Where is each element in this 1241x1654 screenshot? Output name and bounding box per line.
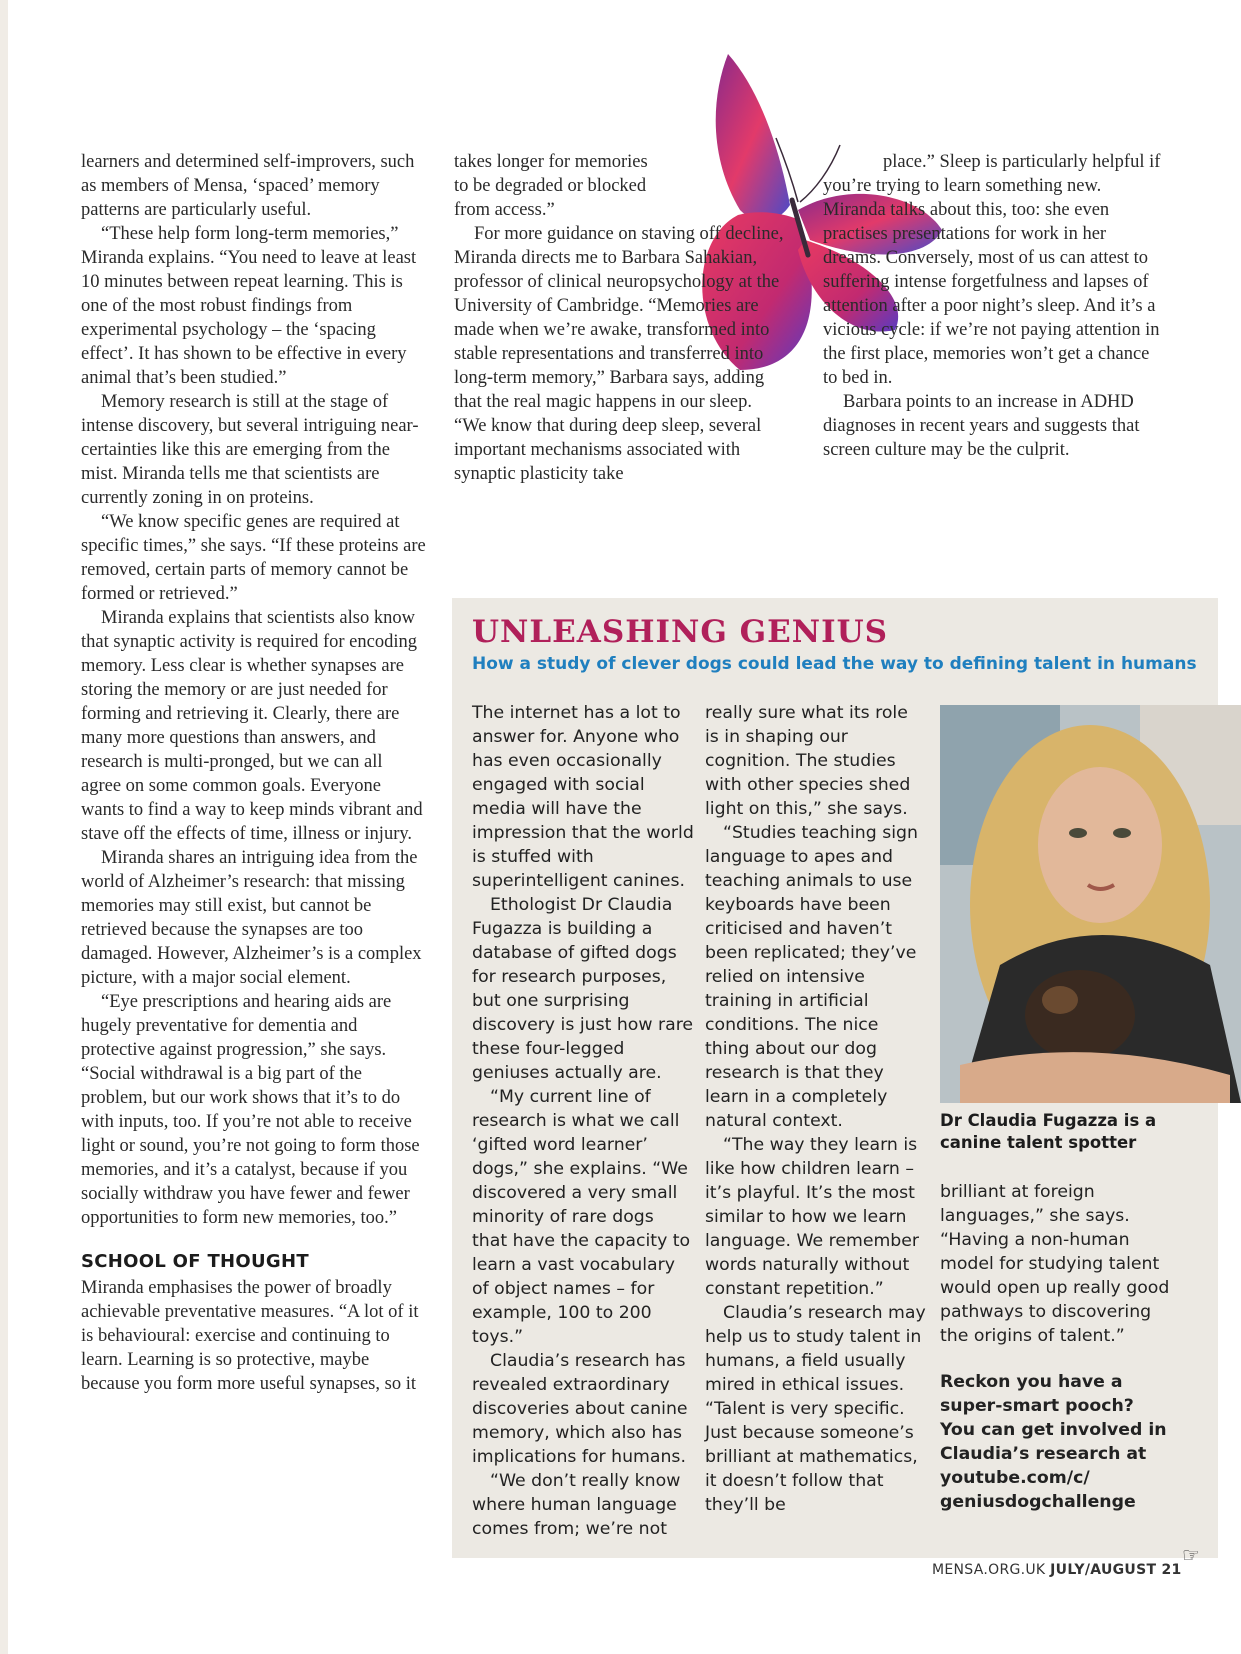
paragraph: really sure what its role is in shaping our cognition. The studies with other species shed light on this,” she says.	[705, 703, 911, 819]
page-edge	[0, 0, 8, 1654]
paragraph: Miranda emphasises the power of broadly achievable preventative measures. “A lot of it is behavioural: exercise and continuing to learn. Learning is so protective, maybe because you form more useful synapses, so it	[81, 1278, 419, 1394]
box-column-1	[472, 701, 694, 1541]
paragraph: “The way they learn is like how children learn – it’s playful. It’s the most similar to how we learn language. We remember words naturally without constant repetition.”	[705, 1135, 920, 1299]
paragraph: Ethologist Dr Claudia Fugazza is building a database of gifted dogs for research purposes, but one surprising discovery is just how rare these four-legged geniuses actually are.	[472, 895, 694, 1083]
paragraph: “Eye prescriptions and hearing aids are hugely preventative for dementia and protective against progression,” she says. “Social withdrawal is a big part of the problem, but our work shows that it’s to do with inputs, too. If you’re not able to receive light or sound, you’re not going to form those memories, and it’s a catalyst, because if you socially withdraw you have fewer and fewer opportunities to form new memories, too.”	[81, 992, 420, 1228]
box-title: UNLEASHING GENIUS	[472, 614, 888, 650]
paragraph: learners and determined self-improvers, such as members of Mensa, ‘spaced’ memory patterns are particularly useful.	[81, 152, 415, 220]
paragraph: The internet has a lot to answer for. Anyone who has even occasionally engaged with social media will have the impression that the world is stuffed with superintelligent canines.	[472, 703, 694, 891]
section-subhead: SCHOOL OF THOUGHT	[81, 1251, 309, 1272]
paragraph: “These help form long-term memories,” Miranda explains. “You need to leave at least 10 minutes between repeat learning. This is one of the most robust findings from experimental psychology – the ‘spacing effect’. It has shown to be effective in every animal that’s been studied.”	[81, 224, 417, 388]
article-column-3	[823, 150, 1168, 462]
box-column-2	[705, 701, 927, 1517]
photo-caption: Dr Claudia Fugazza is a canine talent spotter	[940, 1111, 1157, 1152]
paragraph: brilliant at foreign languages,” she says. “Having a non-human model for studying talent would open up really good pathways to discovering the origins of talent.”	[940, 1182, 1170, 1346]
paragraph: Miranda explains that scientists also know that synaptic activity is required for encoding memory. Less clear is whether synapses are storing the memory or are just needed for forming and retrieving it. Clearly, there are many more questions than answers, and research is multi-pronged, but we can all agree on some common goals. Everyone wants to find a way to keep minds vibrant and stave off the effects of time, illness or injury.	[81, 608, 423, 844]
paragraph: takes longer for memories to be degraded or blocked from access.”	[454, 152, 648, 220]
footer-issue: JULY/AUGUST 21	[1050, 1562, 1182, 1578]
paragraph: Miranda shares an intriguing idea from the world of Alzheimer’s research: that missing memories may still exist, but cannot be retrieved because the synapses are too damaged. However, Alzheimer’s is a complex picture, with a major social element.	[81, 848, 422, 988]
paragraph: “Studies teaching sign language to apes and teaching animals to use keyboards have been criticised and haven’t been replicated; they’ve relied on intensive training in artificial conditions. The nice thing about our dog research is that they learn in a completely natural context.	[705, 823, 918, 1131]
paragraph: “My current line of research is what we call ‘gifted word learner’ dogs,” she explains. “We discovered a very small minority of rare dogs that have the capacity to learn a vast vocabulary of object names – for example, 100 to 200 toys.”	[472, 1087, 691, 1347]
box-subtitle: How a study of clever dogs could lead the way to defining talent in humans	[472, 654, 1197, 674]
box-column-3	[940, 1180, 1170, 1514]
page-footer	[932, 1562, 1182, 1578]
footer-site: MENSA.ORG.UK	[932, 1562, 1046, 1578]
call-to-action: Reckon you have a super-smart pooch? You can get involved in Claudia’s research at youtube.com/c/ geniusdogchallenge	[940, 1372, 1167, 1512]
pointing-hand-icon: ☞	[1182, 1543, 1200, 1567]
article-column-1	[81, 150, 426, 1396]
paragraph: “We know specific genes are required at specific times,” she says. “If these proteins are removed, certain parts of memory cannot be formed or retrieved.”	[81, 512, 426, 604]
paragraph: Claudia’s research may help us to study talent in humans, a field usually mired in ethical issues. “Talent is very specific. Just because someone’s brilliant at mathematics, it doesn’t follow that they’ll be	[705, 1303, 926, 1515]
paragraph: Barbara points to an increase in ADHD diagnoses in recent years and suggests that screen culture may be the culprit.	[823, 392, 1140, 460]
paragraph: Memory research is still at the stage of intense discovery, but several intriguing near-certainties like this are emerging from the mist. Miranda tells me that scientists are currently zoning in on proteins.	[81, 392, 419, 508]
portrait-photo	[940, 705, 1241, 1103]
paragraph: place.” Sleep is particularly helpful if you’re trying to learn something new. Miranda talks about this, too: she even practises presentations for work in her dreams. Conversely, most of us can attest to suffering intense forgetfulness and lapses of attention after a poor night’s sleep. And it’s a vicious cycle: if we’re not paying attention in the first place, memories won’t get a chance to bed in.	[823, 152, 1161, 388]
article-column-2	[454, 150, 784, 486]
paragraph: For more guidance on staving off decline, Miranda directs me to Barbara Sahakian, professor of clinical neuropsychology at the University of Cambridge. “Memories are made when we’re awake, transformed into stable representations and transferred into long-term memory,” Barbara says, adding that the real magic happens in our sleep. “We know that during deep sleep, several important mechanisms associated with synaptic plasticity take	[454, 224, 784, 484]
paragraph: Claudia’s research has revealed extraordinary discoveries about canine memory, which also has implications for humans.	[472, 1351, 688, 1467]
paragraph: “We don’t really know where human language comes from; we’re not	[472, 1471, 681, 1539]
